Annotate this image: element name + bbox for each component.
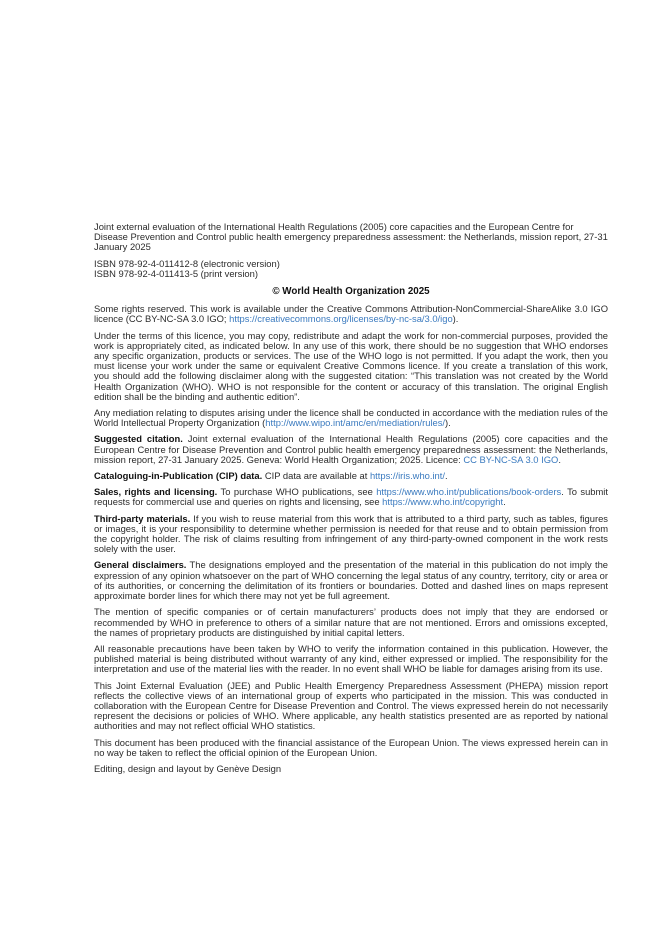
cip-label: Cataloguing-in-Publication (CIP) data. xyxy=(94,470,263,482)
isbn-block xyxy=(94,259,608,279)
general-disclaimers-paragraph xyxy=(94,560,608,601)
citation-paragraph xyxy=(94,434,608,465)
cip-text: CIP data are available at xyxy=(262,470,370,482)
companies-paragraph: The mention of specific companies or of certain manufacturers’ products does not imply that they are endorsed or recommended by WHO in preference to others of a similar nature that are not mentioned. Errors and omissions excepted, the names of proprietary products are distinguished by initial capital letters. xyxy=(94,606,608,638)
cip-paragraph xyxy=(94,471,608,481)
book-orders-link[interactable]: https://www.who.int/publications/book-orders xyxy=(376,486,562,498)
sales-text-1: To purchase WHO publications, see xyxy=(217,486,377,498)
citation-text: Joint external evaluation of the International Health Regulations (2005) core capacities and the European Centre for Disease Prevention and Control public health emergency preparedness assessment: the Netherlands, mission report, 27-31 January 2025. Geneva: World Health Organization; 2025. Licence: xyxy=(94,433,608,465)
rights-after: ). xyxy=(452,313,459,325)
jee-paragraph: This Joint External Evaluation (JEE) and Public Health Emergency Preparedness Assessment (PHEPA) mission report reflects the collective views of an international group of experts who participated in the mission. This was conducted in collaboration with the European Centre for Disease Prevention and Control. The views expressed herein do not necessarily represent the decisions or policies of WHO. Where applicable, any health statistics presented are as reported by national authorities and may not reflect official WHO statistics. xyxy=(94,679,608,732)
citation-label: Suggested citation. xyxy=(94,433,183,445)
document-title: Joint external evaluation of the International Health Regulations (2005) core capacities and the European Centre for Disease Prevention and Control public health emergency preparedness assessment: the Netherlands, mission report, 27-31 January 2025 xyxy=(94,221,608,253)
general-disclaimers-label: General disclaimers. xyxy=(94,559,187,571)
sales-text-2: . To submit requests for commercial use and queries on rights and licensing, see xyxy=(94,486,608,508)
mediation-text: Any mediation relating to disputes arising under the licence shall be conducted in accordance with the mediation rules of the World Intellectual Property Organization ( xyxy=(94,407,608,429)
citation-after: . xyxy=(558,453,561,465)
eu-paragraph: This document has been produced with the financial assistance of the European Union. The views expressed herein can in no way be taken to reflect the official opinion of the European Union. xyxy=(94,736,608,758)
cip-after: . xyxy=(444,470,448,482)
wipo-mediation-link[interactable]: http://www.wipo.int/amc/en/mediation/rules/ xyxy=(265,417,446,429)
sales-label: Sales, rights and licensing. xyxy=(94,486,218,498)
design-credit: Editing, design and layout by Genève Design xyxy=(94,762,282,774)
licence-terms-paragraph: Under the terms of this licence, you may copy, redistribute and adapt the work for non-commercial purposes, provided the work is appropriately cited, as indicated below. In any use of this work, there should be no suggestion that WHO endorses any specific organization, products or services. The use of the WHO logo is not permitted. If you adapt the work, then you must license your work under the same or equivalent Creative Commons licence. If you create a translation of this work, you should add the following disclaimer along with the suggested citation: “This translation was not created by the World Health Organization (WHO). WHO is not responsible for the content or accuracy of this translation. The original English edition shall be the binding and authentic edition”. xyxy=(94,329,608,402)
sales-paragraph xyxy=(94,487,608,507)
copyright-page xyxy=(94,222,608,780)
isbn-electronic: ISBN 978-92-4-011412-8 (electronic version) xyxy=(94,257,280,269)
licence-link[interactable]: CC BY-NC-SA 3.0 IGO xyxy=(463,453,559,465)
copyright-notice: © World Health Organization 2025 xyxy=(272,286,430,298)
mediation-paragraph xyxy=(94,408,608,428)
creative-commons-link[interactable]: https://creativecommons.org/licenses/by-nc-sa/3.0/igo xyxy=(229,313,453,325)
mediation-after: ). xyxy=(445,417,451,429)
precautions-paragraph: All reasonable precautions have been taken by WHO to verify the information contained in this publication. However, the published material is being distributed without warranty of any kind, either expressed or implied. The responsibility for the interpretation and use of the material lies with the reader. In no event shall WHO be liable for damages arising from its use. xyxy=(94,642,608,675)
sales-after: . xyxy=(503,496,506,508)
third-party-label: Third-party materials. xyxy=(94,512,191,524)
general-disclaimers-text: The designations employed and the presentation of the material in this publication do not imply the expression of any opinion whatsoever on the part of WHO concerning the legal status of any country, territory, city or area or of its authorities, or concerning the delimitation of its frontiers or boundaries. Dotted and dashed lines on maps represent approximate border lines for which there may not yet be full agreement. xyxy=(94,559,609,602)
isbn-print: ISBN 978-92-4-011413-5 (print version) xyxy=(94,267,258,279)
rights-paragraph xyxy=(94,304,608,324)
third-party-paragraph xyxy=(94,514,608,555)
iris-link[interactable]: https://iris.who.int/ xyxy=(369,470,445,482)
copyright-link[interactable]: https://www.who.int/copyright xyxy=(382,496,504,508)
third-party-text: If you wish to reuse material from this work that is attributed to a third party, such as tables, figures or images, it is your responsibility to determine whether permission is needed for that reuse and to obtain permission from the copyright holder. The risk of claims resulting from infringement of any third-party-owned component in the work rests solely with the user. xyxy=(94,512,608,555)
rights-text: Some rights reserved. This work is available under the Creative Commons Attribution-NonCommercial-ShareAlike 3.0 IGO licence (CC BY-NC-SA 3.0 IGO; xyxy=(94,303,608,325)
